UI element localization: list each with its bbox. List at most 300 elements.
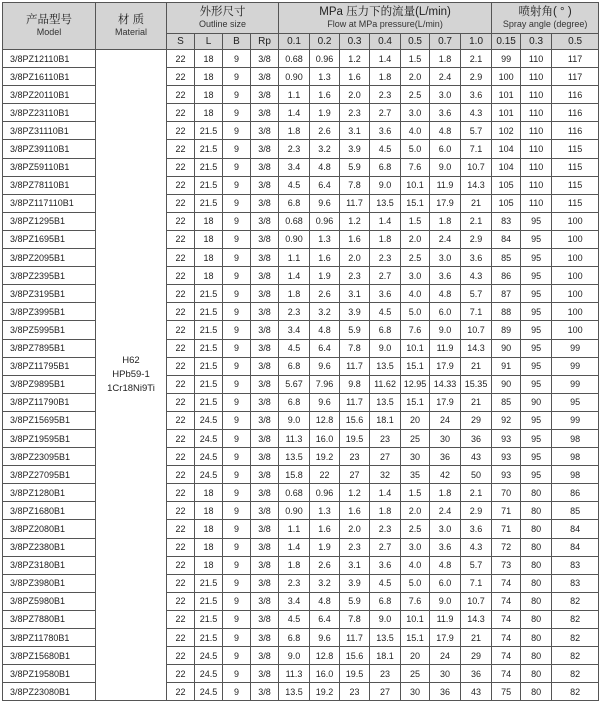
header-spray bbox=[492, 3, 599, 34]
size-l-cell: 18 bbox=[195, 230, 223, 248]
angle-cell: 82 bbox=[552, 592, 599, 610]
table-row bbox=[3, 375, 599, 393]
flow-cell: 17.9 bbox=[430, 194, 461, 212]
size-b-cell: 9 bbox=[223, 484, 251, 502]
size-b-cell: 9 bbox=[223, 375, 251, 393]
flow-cell: 10.7 bbox=[461, 321, 492, 339]
size-b-cell: 9 bbox=[223, 104, 251, 122]
flow-cell: 15.1 bbox=[401, 629, 430, 647]
flow-cell: 14.3 bbox=[461, 339, 492, 357]
model-cell: 3/8PZ59110B1 bbox=[3, 158, 96, 176]
size-l-cell: 24.5 bbox=[195, 411, 223, 429]
angle-cell: 116 bbox=[552, 104, 599, 122]
angle-cell: 74 bbox=[492, 574, 521, 592]
flow-cell: 2.5 bbox=[401, 520, 430, 538]
table-body bbox=[3, 50, 599, 701]
flow-cell: 36 bbox=[461, 665, 492, 683]
angle-cell: 117 bbox=[552, 50, 599, 68]
flow-cell: 2.3 bbox=[279, 140, 310, 158]
header-pressure-col: 0.3 bbox=[340, 34, 370, 50]
flow-cell: 1.8 bbox=[279, 285, 310, 303]
angle-cell: 86 bbox=[492, 267, 521, 285]
thread-rp-cell: 3/8 bbox=[251, 647, 279, 665]
angle-cell: 85 bbox=[492, 393, 521, 411]
flow-cell: 18.1 bbox=[370, 647, 401, 665]
angle-cell: 75 bbox=[492, 683, 521, 701]
flow-cell: 25 bbox=[401, 429, 430, 447]
flow-cell: 13.5 bbox=[279, 448, 310, 466]
flow-cell: 3.9 bbox=[340, 303, 370, 321]
flow-cell: 6.8 bbox=[370, 158, 401, 176]
flow-cell: 10.1 bbox=[401, 339, 430, 357]
flow-cell: 5.67 bbox=[279, 375, 310, 393]
flow-cell: 36 bbox=[461, 429, 492, 447]
angle-cell: 83 bbox=[552, 556, 599, 574]
flow-cell: 11.3 bbox=[279, 429, 310, 447]
thread-rp-cell: 3/8 bbox=[251, 230, 279, 248]
angle-cell: 92 bbox=[492, 411, 521, 429]
flow-cell: 1.3 bbox=[310, 68, 340, 86]
size-l-cell: 24.5 bbox=[195, 665, 223, 683]
angle-cell: 95 bbox=[521, 285, 552, 303]
flow-cell: 16.0 bbox=[310, 429, 340, 447]
flow-cell: 1.8 bbox=[430, 50, 461, 68]
thread-rp-cell: 3/8 bbox=[251, 158, 279, 176]
size-s-cell: 22 bbox=[167, 357, 195, 375]
header-outline bbox=[167, 3, 279, 34]
angle-cell: 86 bbox=[552, 484, 599, 502]
model-cell: 3/8PZ3995B1 bbox=[3, 303, 96, 321]
thread-rp-cell: 3/8 bbox=[251, 285, 279, 303]
size-b-cell: 9 bbox=[223, 303, 251, 321]
table-row bbox=[3, 484, 599, 502]
flow-cell: 5.7 bbox=[461, 285, 492, 303]
model-cell: 3/8PZ9895B1 bbox=[3, 375, 96, 393]
flow-cell: 4.3 bbox=[461, 267, 492, 285]
flow-cell: 2.6 bbox=[310, 285, 340, 303]
flow-cell: 6.8 bbox=[279, 357, 310, 375]
flow-cell: 11.62 bbox=[370, 375, 401, 393]
size-b-cell: 9 bbox=[223, 683, 251, 701]
size-s-cell: 22 bbox=[167, 375, 195, 393]
flow-cell: 1.4 bbox=[370, 50, 401, 68]
flow-cell: 6.0 bbox=[430, 574, 461, 592]
angle-cell: 100 bbox=[552, 230, 599, 248]
flow-cell: 3.0 bbox=[430, 86, 461, 104]
flow-cell: 6.0 bbox=[430, 303, 461, 321]
size-l-cell: 21.5 bbox=[195, 285, 223, 303]
flow-cell: 1.9 bbox=[310, 538, 340, 556]
thread-rp-cell: 3/8 bbox=[251, 249, 279, 267]
angle-cell: 115 bbox=[552, 158, 599, 176]
flow-cell: 3.6 bbox=[430, 267, 461, 285]
size-s-cell: 22 bbox=[167, 629, 195, 647]
flow-cell: 2.7 bbox=[370, 538, 401, 556]
model-cell: 3/8PZ1695B1 bbox=[3, 230, 96, 248]
size-l-cell: 21.5 bbox=[195, 629, 223, 647]
flow-cell: 17.9 bbox=[430, 629, 461, 647]
thread-rp-cell: 3/8 bbox=[251, 610, 279, 628]
flow-cell: 17.9 bbox=[430, 393, 461, 411]
model-cell: 3/8PZ2395B1 bbox=[3, 267, 96, 285]
flow-cell: 1.8 bbox=[430, 212, 461, 230]
angle-cell: 99 bbox=[552, 411, 599, 429]
model-cell: 3/8PZ16110B1 bbox=[3, 68, 96, 86]
flow-cell: 4.3 bbox=[461, 104, 492, 122]
header-material bbox=[96, 3, 167, 50]
angle-cell: 89 bbox=[492, 321, 521, 339]
size-s-cell: 22 bbox=[167, 68, 195, 86]
angle-cell: 85 bbox=[492, 249, 521, 267]
size-b-cell: 9 bbox=[223, 230, 251, 248]
thread-rp-cell: 3/8 bbox=[251, 194, 279, 212]
flow-cell: 4.3 bbox=[461, 538, 492, 556]
flow-cell: 4.5 bbox=[279, 176, 310, 194]
flow-cell: 2.4 bbox=[430, 502, 461, 520]
flow-cell: 3.0 bbox=[401, 104, 430, 122]
size-l-cell: 18 bbox=[195, 212, 223, 230]
flow-cell: 42 bbox=[430, 466, 461, 484]
flow-cell: 5.9 bbox=[340, 321, 370, 339]
material-line: 1Cr18Ni9Ti bbox=[107, 383, 155, 395]
angle-cell: 104 bbox=[492, 140, 521, 158]
flow-cell: 4.0 bbox=[401, 556, 430, 574]
table-header bbox=[3, 3, 599, 50]
flow-cell: 3.0 bbox=[401, 267, 430, 285]
flow-cell: 3.2 bbox=[310, 140, 340, 158]
flow-cell: 3.0 bbox=[401, 538, 430, 556]
flow-cell: 5.0 bbox=[401, 574, 430, 592]
angle-cell: 90 bbox=[492, 339, 521, 357]
flow-cell: 5.7 bbox=[461, 556, 492, 574]
header-pressure-col: 0.4 bbox=[370, 34, 401, 50]
table-row bbox=[3, 538, 599, 556]
angle-cell: 84 bbox=[552, 538, 599, 556]
size-l-cell: 24.5 bbox=[195, 466, 223, 484]
angle-cell: 98 bbox=[552, 448, 599, 466]
angle-cell: 115 bbox=[552, 176, 599, 194]
flow-cell: 32 bbox=[370, 466, 401, 484]
thread-rp-cell: 3/8 bbox=[251, 86, 279, 104]
flow-cell: 9.6 bbox=[310, 629, 340, 647]
size-b-cell: 9 bbox=[223, 68, 251, 86]
angle-cell: 102 bbox=[492, 122, 521, 140]
flow-cell: 4.5 bbox=[370, 303, 401, 321]
model-cell: 3/8PZ117110B1 bbox=[3, 194, 96, 212]
thread-rp-cell: 3/8 bbox=[251, 466, 279, 484]
table-row bbox=[3, 230, 599, 248]
flow-cell: 30 bbox=[401, 448, 430, 466]
angle-cell: 82 bbox=[552, 647, 599, 665]
angle-cell: 104 bbox=[492, 158, 521, 176]
model-cell: 3/8PZ7895B1 bbox=[3, 339, 96, 357]
size-b-cell: 9 bbox=[223, 212, 251, 230]
header-flow-en: Flow at MPa pressure(L/min) bbox=[327, 19, 443, 29]
flow-cell: 9.0 bbox=[430, 592, 461, 610]
flow-cell: 7.6 bbox=[401, 321, 430, 339]
flow-cell: 3.9 bbox=[340, 140, 370, 158]
flow-cell: 1.2 bbox=[340, 212, 370, 230]
flow-cell: 15.6 bbox=[340, 411, 370, 429]
flow-cell: 12.8 bbox=[310, 647, 340, 665]
size-s-cell: 22 bbox=[167, 104, 195, 122]
size-l-cell: 24.5 bbox=[195, 683, 223, 701]
angle-cell: 80 bbox=[521, 683, 552, 701]
flow-cell: 2.9 bbox=[461, 230, 492, 248]
angle-cell: 74 bbox=[492, 592, 521, 610]
flow-cell: 2.0 bbox=[401, 68, 430, 86]
angle-cell: 95 bbox=[521, 230, 552, 248]
flow-cell: 1.9 bbox=[310, 104, 340, 122]
angle-cell: 95 bbox=[521, 212, 552, 230]
angle-cell: 95 bbox=[521, 448, 552, 466]
size-b-cell: 9 bbox=[223, 194, 251, 212]
angle-cell: 95 bbox=[521, 357, 552, 375]
angle-cell: 100 bbox=[552, 303, 599, 321]
angle-cell: 87 bbox=[492, 285, 521, 303]
flow-cell: 19.2 bbox=[310, 683, 340, 701]
angle-cell: 90 bbox=[521, 393, 552, 411]
size-b-cell: 9 bbox=[223, 574, 251, 592]
header-model-zh: 产品型号 bbox=[26, 14, 72, 26]
flow-cell: 4.8 bbox=[430, 285, 461, 303]
size-s-cell: 22 bbox=[167, 158, 195, 176]
angle-cell: 74 bbox=[492, 665, 521, 683]
size-s-cell: 22 bbox=[167, 122, 195, 140]
model-cell: 3/8PZ7880B1 bbox=[3, 610, 96, 628]
flow-cell: 15.1 bbox=[401, 194, 430, 212]
flow-cell: 3.6 bbox=[370, 122, 401, 140]
angle-cell: 85 bbox=[552, 502, 599, 520]
flow-cell: 13.5 bbox=[370, 194, 401, 212]
flow-cell: 3.4 bbox=[279, 158, 310, 176]
flow-cell: 36 bbox=[430, 448, 461, 466]
flow-cell: 0.68 bbox=[279, 212, 310, 230]
flow-cell: 7.8 bbox=[340, 610, 370, 628]
flow-cell: 1.9 bbox=[310, 267, 340, 285]
flow-cell: 2.4 bbox=[430, 230, 461, 248]
header-spray-zh: 喷射角( ° ) bbox=[518, 6, 572, 18]
flow-cell: 25 bbox=[401, 665, 430, 683]
flow-cell: 17.9 bbox=[430, 357, 461, 375]
size-b-cell: 9 bbox=[223, 592, 251, 610]
flow-cell: 1.6 bbox=[310, 520, 340, 538]
model-cell: 3/8PZ15680B1 bbox=[3, 647, 96, 665]
model-cell: 3/8PZ5980B1 bbox=[3, 592, 96, 610]
flow-cell: 1.4 bbox=[279, 267, 310, 285]
size-l-cell: 21.5 bbox=[195, 303, 223, 321]
angle-cell: 110 bbox=[521, 140, 552, 158]
table-row bbox=[3, 303, 599, 321]
flow-cell: 5.9 bbox=[340, 592, 370, 610]
angle-cell: 80 bbox=[521, 520, 552, 538]
flow-cell: 7.6 bbox=[401, 592, 430, 610]
model-cell: 3/8PZ12110B1 bbox=[3, 50, 96, 68]
flow-cell: 9.6 bbox=[310, 393, 340, 411]
model-cell: 3/8PZ23095B1 bbox=[3, 448, 96, 466]
flow-cell: 1.8 bbox=[430, 484, 461, 502]
angle-cell: 73 bbox=[492, 556, 521, 574]
flow-cell: 4.0 bbox=[401, 285, 430, 303]
model-cell: 3/8PZ78110B1 bbox=[3, 176, 96, 194]
angle-cell: 98 bbox=[552, 429, 599, 447]
flow-cell: 4.5 bbox=[279, 610, 310, 628]
thread-rp-cell: 3/8 bbox=[251, 411, 279, 429]
thread-rp-cell: 3/8 bbox=[251, 104, 279, 122]
thread-rp-cell: 3/8 bbox=[251, 484, 279, 502]
model-cell: 3/8PZ5995B1 bbox=[3, 321, 96, 339]
flow-cell: 1.5 bbox=[401, 50, 430, 68]
size-l-cell: 21.5 bbox=[195, 375, 223, 393]
angle-cell: 99 bbox=[552, 375, 599, 393]
angle-cell: 82 bbox=[552, 683, 599, 701]
flow-cell: 7.8 bbox=[340, 176, 370, 194]
size-b-cell: 9 bbox=[223, 140, 251, 158]
table-row bbox=[3, 285, 599, 303]
size-l-cell: 18 bbox=[195, 86, 223, 104]
flow-cell: 2.1 bbox=[461, 212, 492, 230]
model-cell: 3/8PZ2095B1 bbox=[3, 249, 96, 267]
angle-cell: 100 bbox=[492, 68, 521, 86]
flow-cell: 3.6 bbox=[461, 86, 492, 104]
flow-cell: 0.90 bbox=[279, 502, 310, 520]
table-row bbox=[3, 429, 599, 447]
header-material-en: Material bbox=[114, 27, 147, 37]
table-row bbox=[3, 592, 599, 610]
angle-cell: 100 bbox=[552, 321, 599, 339]
flow-cell: 20 bbox=[401, 411, 430, 429]
flow-cell: 2.3 bbox=[370, 86, 401, 104]
size-l-cell: 18 bbox=[195, 267, 223, 285]
flow-cell: 27 bbox=[340, 466, 370, 484]
model-cell: 3/8PZ1295B1 bbox=[3, 212, 96, 230]
flow-cell: 1.4 bbox=[370, 212, 401, 230]
flow-cell: 1.5 bbox=[401, 212, 430, 230]
flow-cell: 4.8 bbox=[310, 321, 340, 339]
flow-cell: 19.5 bbox=[340, 665, 370, 683]
angle-cell: 95 bbox=[552, 393, 599, 411]
model-cell: 3/8PZ11795B1 bbox=[3, 357, 96, 375]
size-l-cell: 21.5 bbox=[195, 140, 223, 158]
flow-cell: 1.1 bbox=[279, 86, 310, 104]
table-row bbox=[3, 629, 599, 647]
flow-cell: 5.7 bbox=[461, 122, 492, 140]
flow-cell: 10.7 bbox=[461, 592, 492, 610]
flow-cell: 2.5 bbox=[401, 86, 430, 104]
angle-cell: 110 bbox=[521, 176, 552, 194]
angle-cell: 90 bbox=[492, 375, 521, 393]
angle-cell: 95 bbox=[521, 339, 552, 357]
header-angle-col: 0.15 bbox=[492, 34, 521, 50]
size-l-cell: 21.5 bbox=[195, 176, 223, 194]
angle-cell: 71 bbox=[492, 520, 521, 538]
size-l-cell: 18 bbox=[195, 556, 223, 574]
thread-rp-cell: 3/8 bbox=[251, 140, 279, 158]
flow-cell: 0.96 bbox=[310, 212, 340, 230]
flow-cell: 9.0 bbox=[279, 411, 310, 429]
flow-cell: 1.6 bbox=[310, 86, 340, 104]
table-row bbox=[3, 212, 599, 230]
model-cell: 3/8PZ3195B1 bbox=[3, 285, 96, 303]
flow-cell: 3.6 bbox=[430, 538, 461, 556]
thread-rp-cell: 3/8 bbox=[251, 212, 279, 230]
header-outline-zh: 外形尺寸 bbox=[199, 6, 246, 18]
flow-cell: 23 bbox=[370, 665, 401, 683]
flow-cell: 11.7 bbox=[340, 194, 370, 212]
angle-cell: 80 bbox=[521, 574, 552, 592]
size-s-cell: 22 bbox=[167, 267, 195, 285]
angle-cell: 95 bbox=[521, 249, 552, 267]
size-b-cell: 9 bbox=[223, 448, 251, 466]
flow-cell: 15.6 bbox=[340, 647, 370, 665]
flow-cell: 3.2 bbox=[310, 303, 340, 321]
flow-cell: 29 bbox=[461, 647, 492, 665]
size-b-cell: 9 bbox=[223, 393, 251, 411]
size-b-cell: 9 bbox=[223, 267, 251, 285]
table-row bbox=[3, 448, 599, 466]
size-s-cell: 22 bbox=[167, 592, 195, 610]
flow-cell: 3.0 bbox=[430, 249, 461, 267]
flow-cell: 1.6 bbox=[310, 249, 340, 267]
flow-cell: 1.8 bbox=[279, 122, 310, 140]
header-model bbox=[3, 3, 96, 50]
size-b-cell: 9 bbox=[223, 321, 251, 339]
table-row bbox=[3, 104, 599, 122]
table-row bbox=[3, 574, 599, 592]
model-cell: 3/8PZ2080B1 bbox=[3, 520, 96, 538]
angle-cell: 95 bbox=[521, 303, 552, 321]
size-s-cell: 22 bbox=[167, 50, 195, 68]
size-b-cell: 9 bbox=[223, 122, 251, 140]
angle-cell: 99 bbox=[552, 357, 599, 375]
size-s-cell: 22 bbox=[167, 339, 195, 357]
model-cell: 3/8PZ31110B1 bbox=[3, 122, 96, 140]
thread-rp-cell: 3/8 bbox=[251, 68, 279, 86]
angle-cell: 110 bbox=[521, 122, 552, 140]
table-row bbox=[3, 140, 599, 158]
angle-cell: 100 bbox=[552, 212, 599, 230]
flow-cell: 0.90 bbox=[279, 68, 310, 86]
flow-cell: 2.3 bbox=[279, 574, 310, 592]
flow-cell: 1.4 bbox=[370, 484, 401, 502]
flow-cell: 2.9 bbox=[461, 68, 492, 86]
size-s-cell: 22 bbox=[167, 484, 195, 502]
thread-rp-cell: 3/8 bbox=[251, 267, 279, 285]
flow-cell: 27 bbox=[370, 448, 401, 466]
size-s-cell: 22 bbox=[167, 194, 195, 212]
size-s-cell: 22 bbox=[167, 647, 195, 665]
thread-rp-cell: 3/8 bbox=[251, 303, 279, 321]
table-row bbox=[3, 267, 599, 285]
angle-cell: 91 bbox=[492, 357, 521, 375]
flow-cell: 19.2 bbox=[310, 448, 340, 466]
table-row bbox=[3, 68, 599, 86]
size-l-cell: 18 bbox=[195, 502, 223, 520]
header-model-en: Model bbox=[36, 27, 62, 37]
flow-cell: 4.8 bbox=[430, 122, 461, 140]
size-l-cell: 18 bbox=[195, 104, 223, 122]
angle-cell: 80 bbox=[521, 610, 552, 628]
flow-cell: 3.1 bbox=[340, 285, 370, 303]
flow-cell: 3.6 bbox=[461, 249, 492, 267]
flow-cell: 9.0 bbox=[370, 339, 401, 357]
flow-cell: 7.8 bbox=[340, 339, 370, 357]
size-l-cell: 21.5 bbox=[195, 194, 223, 212]
thread-rp-cell: 3/8 bbox=[251, 629, 279, 647]
size-b-cell: 9 bbox=[223, 249, 251, 267]
model-cell: 3/8PZ23110B1 bbox=[3, 104, 96, 122]
thread-rp-cell: 3/8 bbox=[251, 574, 279, 592]
